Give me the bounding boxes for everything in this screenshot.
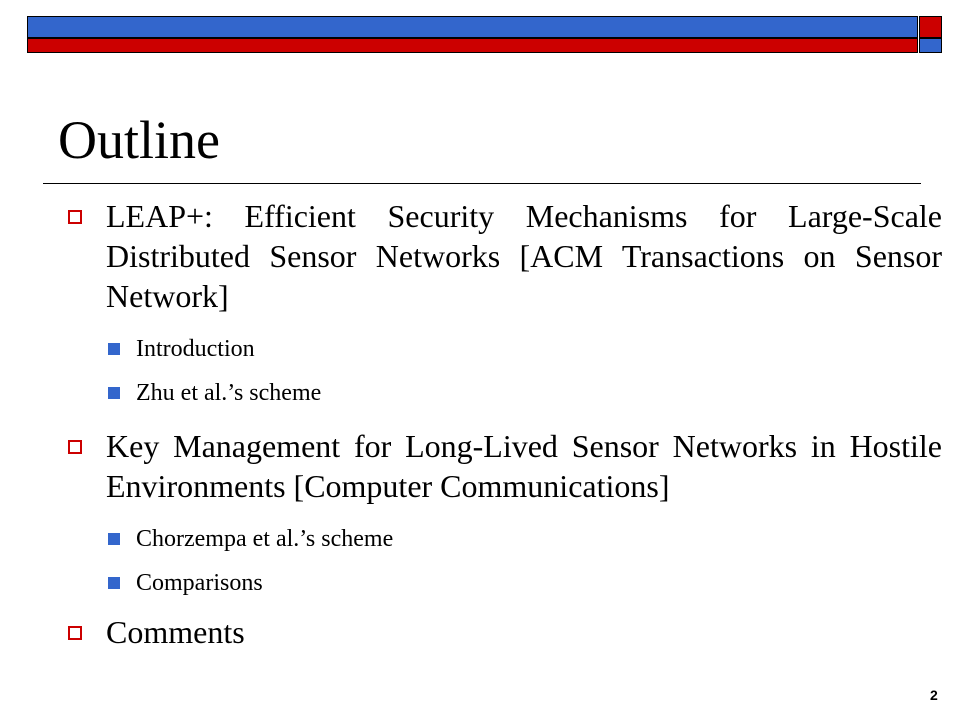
hollow-square-bullet-icon — [68, 440, 82, 454]
hollow-square-bullet-icon — [68, 210, 82, 224]
outline-item-text: Key Management for Long-Lived Sensor Networks in Hostile Environments [Computer Communications] — [106, 428, 942, 504]
top-blue-stripe — [27, 16, 918, 38]
filled-square-bullet-icon — [108, 577, 120, 589]
slide-title: Outline — [58, 110, 220, 170]
sub-item-text: Chorzempa et al.’s scheme — [136, 526, 394, 552]
sub-item-text: Introduction — [136, 336, 255, 362]
outline-item-text: LEAP+: Efficient Security Mechanisms for Large-Scale Distributed Sensor Networks [ACM Transactions on Sensor Network] — [106, 198, 942, 314]
corner-blue-square — [919, 38, 942, 53]
sub-item-text: Zhu et al.’s scheme — [136, 380, 322, 406]
title-underline — [43, 183, 921, 184]
sub-item-text: Comparisons — [136, 570, 263, 596]
top-decoration-bar — [27, 16, 918, 52]
outline-item-key-management — [58, 426, 942, 506]
outline-list — [58, 196, 942, 666]
outline-item-text: Comments — [106, 614, 245, 650]
outline-item-leap — [58, 196, 942, 316]
hollow-square-bullet-icon — [68, 626, 82, 640]
page-number: 2 — [930, 687, 938, 703]
sub-item-introduction — [58, 334, 942, 364]
top-red-stripe — [27, 38, 918, 53]
sub-item-comparisons — [58, 568, 942, 598]
sub-item-zhu-scheme — [58, 378, 942, 408]
filled-square-bullet-icon — [108, 387, 120, 399]
filled-square-bullet-icon — [108, 343, 120, 355]
corner-red-square — [919, 16, 942, 38]
outline-item-comments — [58, 612, 942, 652]
filled-square-bullet-icon — [108, 533, 120, 545]
sub-item-chorzempa-scheme — [58, 524, 942, 554]
